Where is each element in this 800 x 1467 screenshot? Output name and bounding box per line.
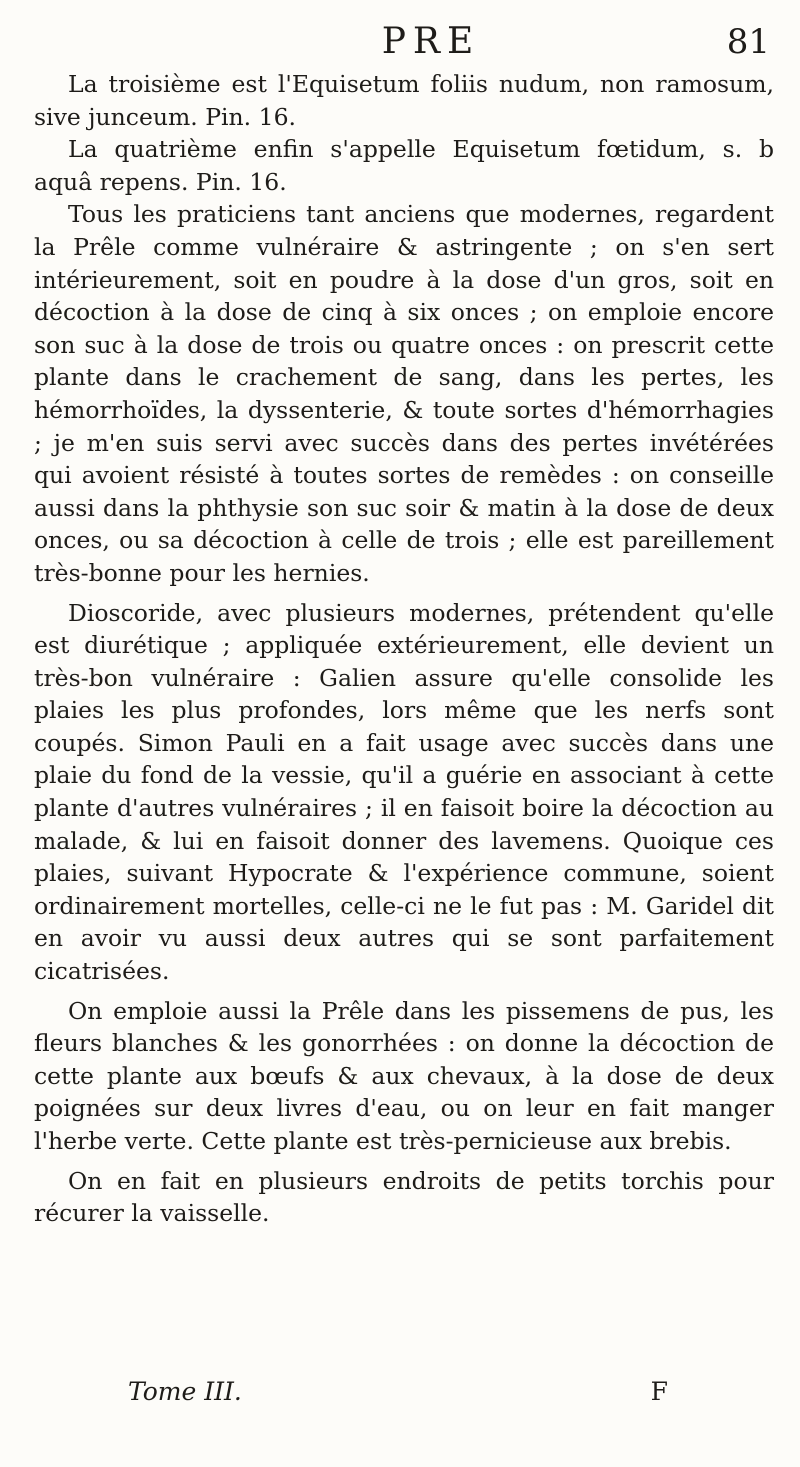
body-text (34, 68, 774, 1230)
signature-mark: F (650, 1377, 668, 1406)
volume-label: Tome III. (128, 1377, 242, 1406)
paragraph-praticiens: Tous les praticiens tant anciens que modernes, regardent la Prêle comme vulnéraire & astringente ; on s'en sert intérieurement, soit en poudre à la dose d'un gros, soit en décoction à la dose de cinq à six onces ; on emploie encore son suc à la dose de trois ou quatre onces : on prescrit cette plante dans le crachement de sang, dans les pertes, les hémorrhoïdes, la dyssenterie, & toute sortes d'hémorrhagies ; je m'en suis servi avec succès dans des pertes invétérées qui avoient résisté à toutes sortes de remèdes : on conseille aussi dans la phthysie son suc soir & matin à la dose de deux onces, ou sa décoction à celle de trois ; elle est pareillement très-bonne pour les hernies. (34, 200, 774, 587)
paragraph-troisieme: La troisième est l'Equisetum foliis nudum, non ramosum, sive junceum. Pin. 16. (34, 70, 774, 131)
page-number: 81 (726, 22, 770, 62)
running-head (62, 14, 770, 70)
paragraph-dioscoride: Dioscoride, avec plusieurs modernes, prétendent qu'elle est diurétique ; appliquée extérieurement, elle devient un très-bon vulnéraire : Galien assure qu'elle consolide les plaies les plus profondes, lors même que les nerfs sont coupés. Simon Pauli en a fait usage avec succès dans une plaie du fond de la vessie, qu'il a guérie en associant à cette plante d'autres vulnéraires ; il en faisoit boire la décoction au malade, & lui en faisoit donner des lavemens. Quoique ces plaies, suivant Hypocrate & l'expérience commune, soient ordinairement mortelles, celle-ci ne le fut pas : M. Garidel dit en avoir vu aussi deux autres qui se sont parfaitement cicatrisées. (34, 598, 774, 986)
paragraph-pissemens: On emploie aussi la Prêle dans les pissemens de pus, les fleurs blanches & les gonorrhées : on donne la décoction de cette plante aux bœufs & aux chevaux, à la dose de deux poignées sur deux livres d'eau, ou on leur en fait manger l'herbe verte. Cette plante est très-pernicieuse aux brebis. (34, 996, 774, 1155)
paragraph-torchis: On en fait en plusieurs endroits de petits torchis pour récurer la vaisselle. (34, 1166, 774, 1228)
page-footer (128, 1372, 668, 1412)
running-title: PRE (381, 21, 481, 62)
paragraph-quatrieme: La quatrième enfin s'appelle Equisetum fœtidum, s. b aquâ repens. Pin. 16. (34, 135, 774, 196)
